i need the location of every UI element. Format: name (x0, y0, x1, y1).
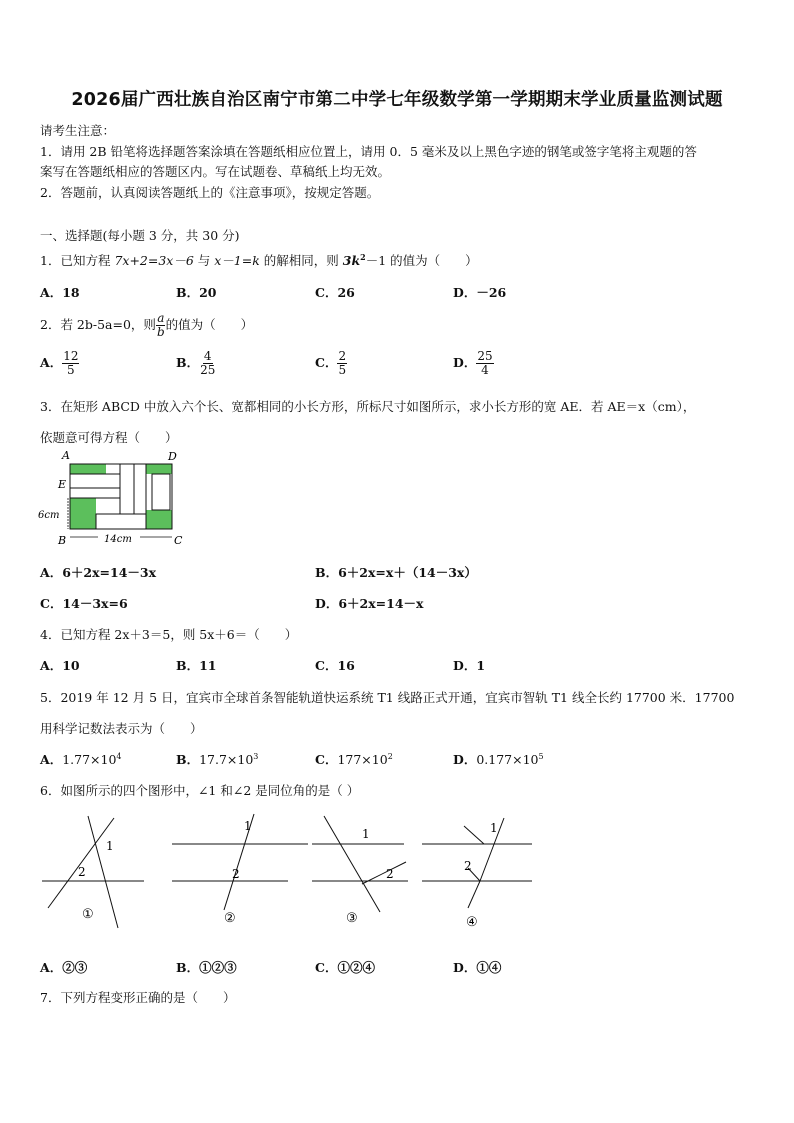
svg-text:1: 1 (244, 819, 252, 833)
q6-option-b[interactable]: B．①②③ (176, 960, 237, 975)
q1-option-b[interactable]: B．20 (176, 285, 217, 300)
q6-option-c[interactable]: C．①②④ (315, 960, 375, 975)
q4-option-c[interactable]: C．16 (315, 658, 355, 673)
question-5-stem-1: 5．2019 年 12 月 5 日，宜宾市全球首条智能轨道快运系统 T1 线路正式开通，宜宾市智轨 T1 线全长约 17700 米．17700 (40, 690, 735, 705)
q3-option-d[interactable]: D．6＋2x=14－x (315, 596, 424, 611)
notice-heading: 请考生注意： (40, 123, 116, 138)
svg-text:2: 2 (464, 859, 472, 873)
question-4-stem: 4．已知方程 2x＋3＝5，则 5x＋6＝（ ） (40, 627, 298, 642)
question-6-stem: 6．如图所示的四个图形中，∠1 和∠2 是同位角的是（ ） (40, 783, 360, 798)
q1-option-c[interactable]: C．26 (315, 285, 355, 300)
shaded-region-left (70, 498, 96, 529)
q3-option-b[interactable]: B．6＋2x=x＋（14－3x） (315, 565, 477, 580)
q2-option-d[interactable]: D． $\frac{25}{4}$ (453, 349, 493, 377)
q4-option-a[interactable]: A．10 (40, 658, 80, 673)
shaded-region-top-right (146, 464, 172, 474)
question-3-stem-2: 依题意可得方程（ ） (40, 430, 178, 445)
figure-label-4: ④ (466, 915, 478, 930)
question-2-stem: 2．若 2b-5a=0，则 $\frac{a}{b}$ 的值为（ ） (40, 311, 254, 339)
figure-label-2: ② (224, 911, 236, 926)
q3-option-a[interactable]: A．6＋2x=14－3x (40, 565, 157, 580)
q4-option-d[interactable]: D．1 (453, 658, 486, 673)
q2-option-a[interactable]: A． $\frac{12}{5}$ (40, 349, 79, 377)
q6-option-a[interactable]: A．②③ (40, 960, 88, 975)
notice-line2: 2．答题前，认真阅读答题纸上的《注意事项》，按规定答题。 (40, 185, 380, 200)
question-3-stem-1: 3．在矩形 ABCD 中放入六个长、宽都相同的小长方形，所标尺寸如图所示，求小长方形的宽 AE．若 AE＝x（cm）， (40, 399, 696, 414)
svg-text:1: 1 (362, 827, 370, 841)
q5-option-b[interactable]: B．$17.7\times 10^3$ (176, 751, 259, 767)
q5-option-c[interactable]: C．$177\times 10^2$ (315, 751, 393, 767)
question-1-stem: 1．已知方程 7x+2=3x－6 与 x－1=k 的解相同，则 $3k^2-1$ 的值为（ ） (40, 251, 478, 268)
q5-option-a[interactable]: A．$1.77\times 10^4$ (40, 751, 122, 767)
q2-option-c[interactable]: C． $\frac{2}{5}$ (315, 349, 347, 377)
shaded-region-bottom-right (146, 510, 172, 529)
svg-text:1: 1 (106, 839, 114, 853)
notice-line1a: 1．请用 2B 铅笔将选择题答案涂填在答题纸相应位置上，请用 0．5 毫米及以上黑色字迹的钢笔或签字笔将主观题的答 (40, 144, 697, 159)
q1-option-a[interactable]: A．18 (40, 285, 80, 300)
q1-option-d[interactable]: D．－26 (453, 285, 507, 300)
svg-text:2: 2 (232, 867, 240, 881)
page-title: 2026届广西壮族自治区南宁市第二中学七年级数学第一学期期末学业质量监测试题 (71, 90, 723, 110)
label-b: B (58, 534, 67, 547)
label-d: D (168, 450, 177, 463)
svg-text:2: 2 (78, 865, 86, 879)
label-14cm: 14cm (104, 534, 132, 545)
angles-figures (36, 808, 546, 938)
label-c: C (174, 534, 183, 547)
label-a: A (62, 449, 70, 462)
svg-text:1: 1 (490, 821, 498, 835)
svg-text:2: 2 (386, 867, 394, 881)
q2-option-b[interactable]: B． $\frac{4}{25}$ (176, 349, 216, 377)
label-6cm: 6cm (38, 510, 60, 521)
label-e: E (58, 478, 67, 491)
figure-label-3: ③ (346, 911, 358, 926)
q4-option-b[interactable]: B．11 (176, 658, 217, 673)
q6-option-d[interactable]: D．①④ (453, 960, 502, 975)
section-heading: 一、选择题(每小题 3 分，共 30 分) (40, 228, 240, 243)
question-5-stem-2: 用科学记数法表示为（ ） (40, 721, 203, 736)
shaded-region-top (70, 464, 106, 474)
question-7-stem: 7．下列方程变形正确的是（ ） (40, 990, 236, 1005)
q5-option-d[interactable]: D．$0.177\times 10^5$ (453, 751, 544, 767)
figure-label-1: ① (82, 907, 94, 922)
notice-line1b: 案写在答题纸相应的答题区内。写在试题卷、草稿纸上均无效。 (40, 164, 391, 179)
q3-option-c[interactable]: C．14－3x=6 (40, 596, 128, 611)
rectangle-figure (36, 448, 186, 548)
